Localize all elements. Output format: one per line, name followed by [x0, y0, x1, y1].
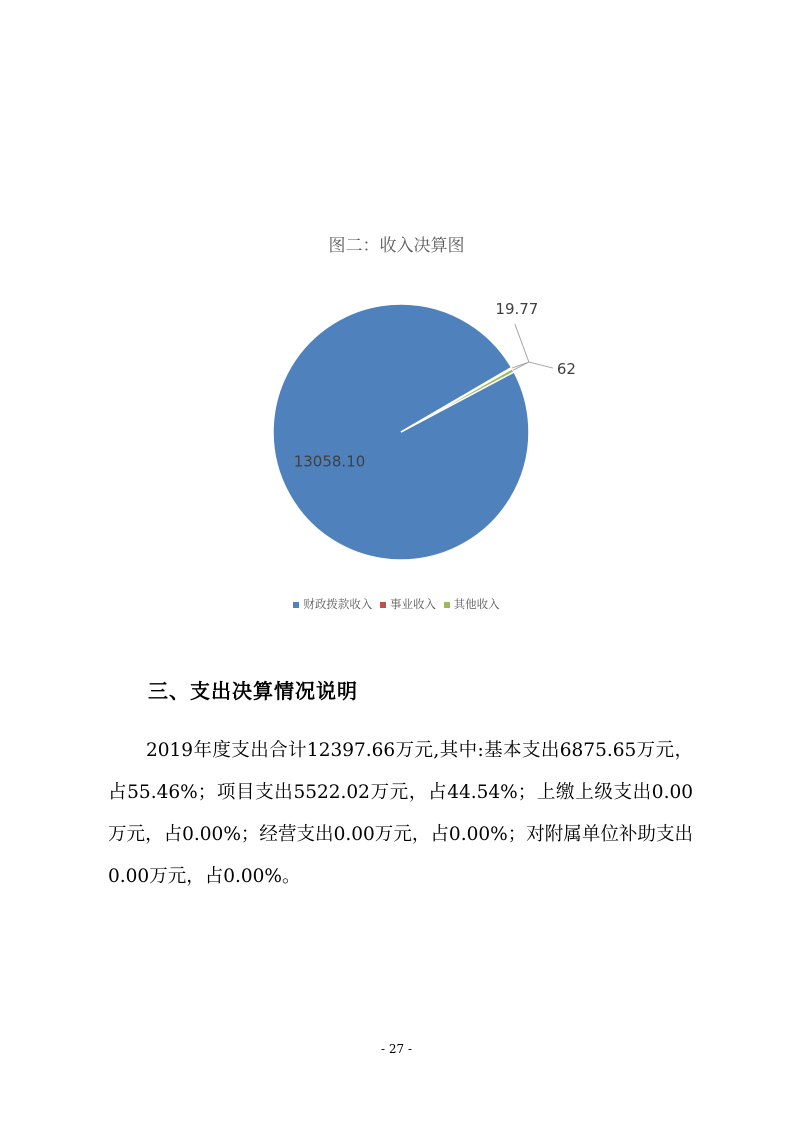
chart-legend [0, 596, 793, 612]
data-label-fiscal: 13058.10 [293, 452, 366, 471]
data-label-other: 62 [556, 360, 576, 379]
legend-label-fiscal: 财政拨款收入 [303, 597, 373, 611]
chart-title: 图二：收入决算图 [328, 236, 465, 256]
data-label-business: 19.77 [495, 300, 539, 319]
section-heading: 三、支出决算情况说明 [148, 679, 358, 703]
leader-line-other [513, 362, 553, 370]
page-number: - 27 - [380, 1042, 412, 1056]
legend-item-business [380, 596, 436, 612]
legend-swatch-fiscal [293, 602, 299, 608]
legend-swatch-business [380, 602, 386, 608]
legend-label-business: 事业收入 [390, 597, 436, 611]
leader-line-business [512, 324, 529, 368]
body-paragraph: 2019年度支出合计12397.66万元,其中:基本支出6875.65万元，占55.46%；项目支出5522.02万元，占44.54%；上缴上级支出0.00万元，占0.00%；经营支出0.00万元，占0.00%；对附属单位补助支出0.00万元，占0.00%。 [108, 740, 693, 887]
legend-swatch-other [444, 602, 450, 608]
legend-label-other: 其他收入 [453, 597, 500, 611]
legend-item-other [444, 596, 500, 612]
legend-item-fiscal [293, 596, 372, 612]
